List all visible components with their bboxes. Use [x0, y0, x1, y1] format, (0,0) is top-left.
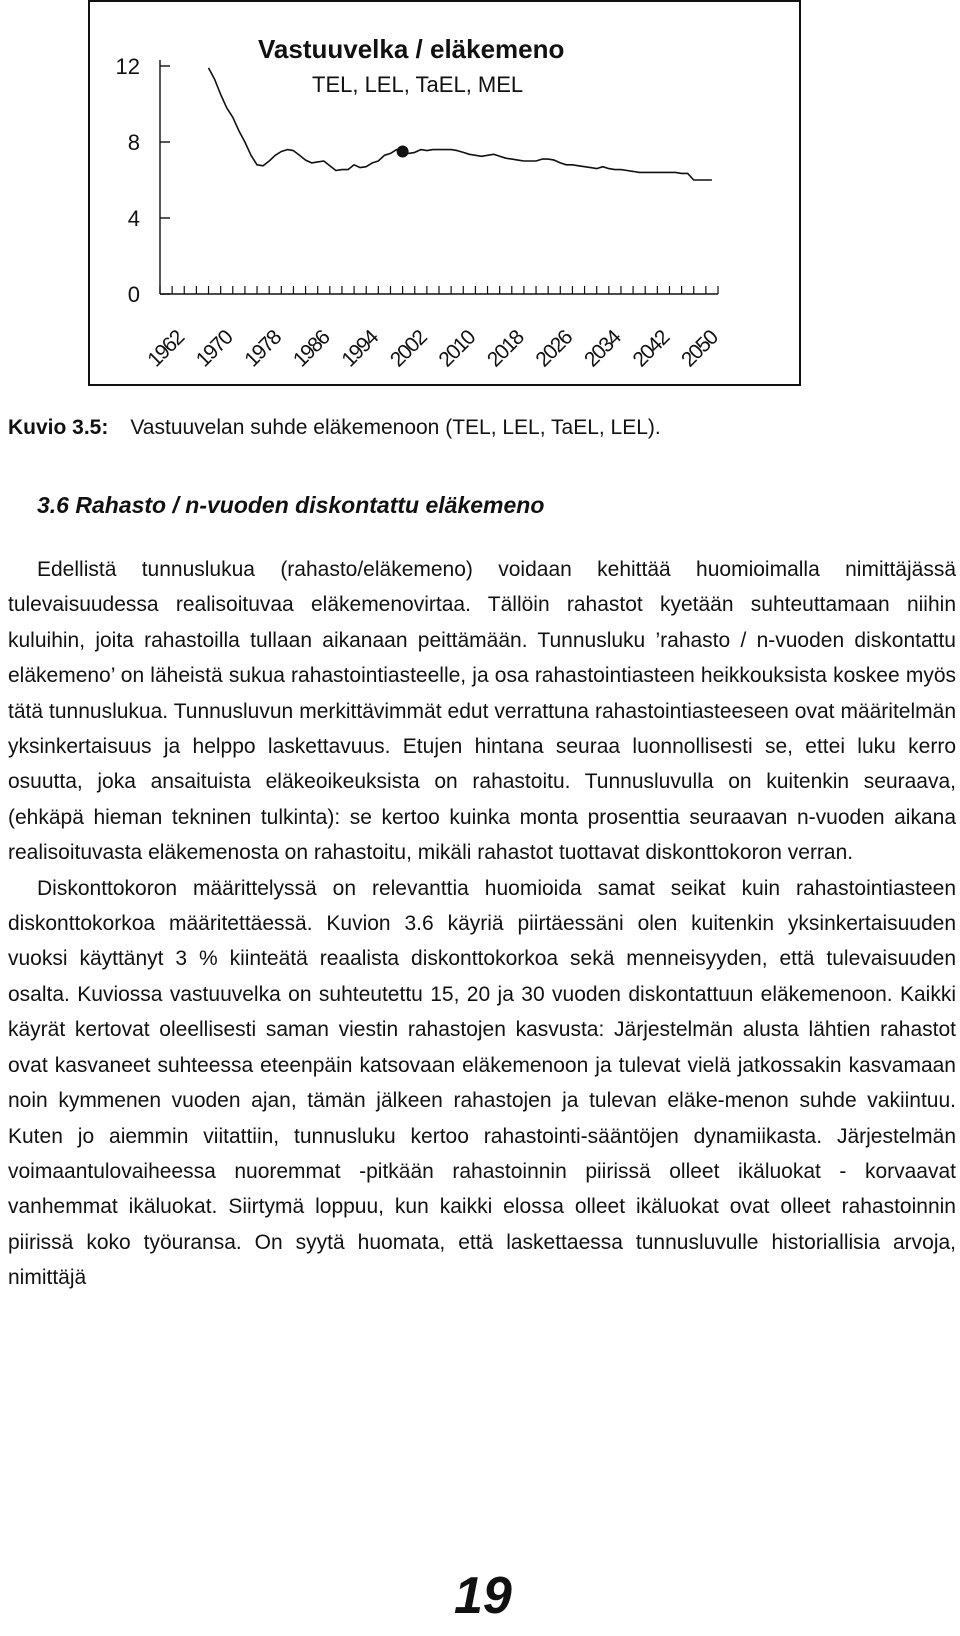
x-tick-label: 1994	[337, 326, 383, 372]
paragraph: Diskonttokoron määrittelyssä on relevanttia huomioida samat seikat kuin rahastointiasteen diskonttokorkoa määritettäessä. Kuvion 3.6 käyriä piirtäessäni olen kuitenkin yksinkertaisuuden vuoksi käyttänyt 3 % kiinteätä reaalista diskonttokorkoa sekä menneisyyden, että tulevaisuuden osalta. Kuviossa vastuuvelka on suhteutettu 15, 20 ja 30 vuoden diskontattuun eläkemenoon. Kaikki käyrät kertovat oleellisesti saman viestin rahastojen kasvusta: Järjestelmän alusta lähtien rahastot ovat kasvaneet suhteessa eteenpäin katsovaan eläkemenoon ja tulevat vielä jatkossakin kasvamaan noin kymmenen vuoden ajan, tämän jälkeen rahastojen ja tulevan eläke-menon suhde vakiintuu. Kuten jo aiemmin viitattiin, tunnusluku kertoo rahastointi-sääntöjen dynamiikasta. Järjestelmän voimaantulovaiheessa nuoremmat -pitkään rahastoinnin piirissä olleet ikäluokat - korvaavat vanhemmat ikäluokat. Siirtymä loppuu, kun kaikki elossa olleet ikäluokat ovat olleet rahastoinnin piirissä koko työuransa. On syytä huomata, että laskettaessa tunnusluvulle historiallisia arvoja, nimittäjä	[8, 876, 956, 1290]
paragraph: Edellistä tunnuslukua (rahasto/eläkemeno) voidaan kehittää huomioimalla nimittäjässä tulevaisuudessa realisoituvaa eläkemenovirtaa. Tällöin rahastot kyetään suhteuttamaan niihin kuluihin, joita rahastoilla tullaan aikanaan peittämään. Tunnusluku ’rahasto / n-vuoden diskontattu eläkemeno’ on läheistä sukua rahastointiasteelle, ja osa rahastointiasteen heikkouksista koskee myös tätä tunnuslukua. Tunnusluvun merkittävimmät edut verrattuna rahastointiasteeseen ovat määritelmän yksinkertaisuus ja helppo laskettavuus. Etujen hintana seuraa luonnollisesti se, ettei luku kerro osuutta, joka ansaituista eläkeoikeuksista on rahastoitu. Tunnusluvulla on kuitenkin seuraava, (ehkäpä hieman tekninen tulkinta): se kertoo kuinka monta prosenttia seuraavan n-vuoden aikana realisoituvasta eläkemenosta on rahastoitu, mikäli rahastot tuottavat diskonttokoron verran.	[8, 558, 956, 865]
x-tick-label: 2010	[434, 326, 480, 372]
x-tick-label: 2050	[677, 326, 723, 372]
figure-caption-text: Vastuuvelan suhde eläkemenoon (TEL, LEL, TaEL, LEL).	[130, 416, 661, 439]
x-tick-label: 1978	[240, 326, 286, 372]
series-marker	[397, 146, 409, 158]
section-heading: 3.6 Rahasto / n-vuoden diskontattu eläkemeno	[37, 492, 545, 518]
x-tick-label: 2042	[628, 326, 674, 372]
y-tick-label: 0	[127, 282, 140, 307]
chart-frame	[88, 0, 801, 386]
figure-caption	[8, 416, 661, 440]
chart-title: Vastuuvelka / eläkemeno	[258, 34, 565, 64]
x-tick-label: 1970	[191, 326, 237, 372]
x-tick-label: 2026	[531, 326, 577, 372]
page-number: 19	[454, 1567, 512, 1625]
y-tick-label: 8	[127, 130, 140, 155]
series-markers	[397, 146, 409, 158]
x-tick-label: 2002	[385, 326, 431, 372]
x-tick-label: 2018	[482, 326, 528, 372]
y-tick-label: 12	[115, 54, 140, 79]
x-tick-label: 1986	[288, 326, 334, 372]
body-text	[8, 552, 956, 1296]
y-axis	[116, 54, 170, 307]
y-tick-label: 4	[127, 206, 140, 231]
x-axis	[143, 286, 722, 372]
x-tick-label: 1962	[143, 326, 189, 372]
x-tick-label: 2034	[579, 326, 626, 372]
chart	[90, 2, 803, 388]
chart-subtitle: TEL, LEL, TaEL, MEL	[312, 72, 524, 97]
figure-caption-label: Kuvio 3.5:	[8, 416, 109, 439]
